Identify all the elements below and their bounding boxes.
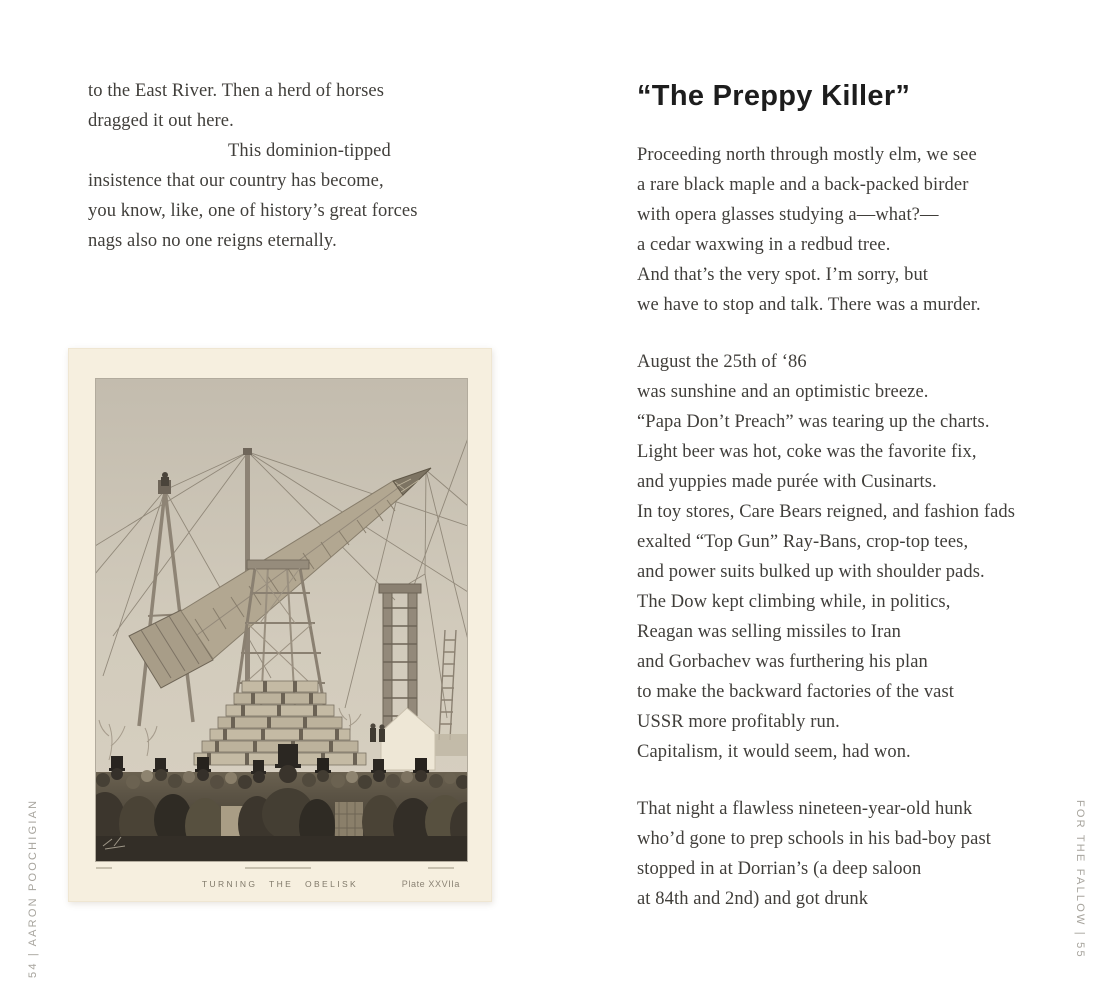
poem-line: nags also no one reigns eternally. <box>88 231 337 251</box>
plate-number-label: Plate XXVIIa <box>401 879 460 889</box>
left-running-footer: 54 | AARON POOCHIGIAN <box>27 798 39 978</box>
poem-line: “Papa Don’t Preach” was tearing up the charts. <box>637 412 990 432</box>
poem-line: And that’s the very spot. I’m sorry, but <box>637 265 929 285</box>
poem-title: “The Preppy Killer” <box>637 80 911 112</box>
poem-line: In toy stores, Care Bears reigned, and fashion fads <box>637 502 1016 522</box>
poem-line: to the East River. Then a herd of horses <box>88 81 384 101</box>
poem-line: insistence that our country has become, <box>88 171 384 191</box>
plate-caption: TURNING THE OBELISK <box>201 879 359 889</box>
poem-line: That night a flawless nineteen-year-old hunk <box>637 799 973 819</box>
poem-line: and yuppies made purée with Cusinarts. <box>637 472 937 492</box>
poem-line: Light beer was hot, coke was the favorite fix, <box>637 442 977 462</box>
stanza <box>637 347 1015 767</box>
obelisk-photo <box>95 378 468 862</box>
poem-line: The Dow kept climbing while, in politics, <box>637 592 951 612</box>
poem-line: USSR more profitably run. <box>637 712 840 732</box>
poem-line: stopped in at Dorrian’s (a deep saloon <box>637 859 922 879</box>
poem-line: a cedar waxwing in a redbud tree. <box>637 235 891 255</box>
obelisk-illustration <box>95 378 468 862</box>
poem-line: exalted “Top Gun” Ray-Bans, crop-top tees, <box>637 532 969 552</box>
poem-line: with opera glasses studying a—what?— <box>637 205 939 225</box>
printer-credit-mark <box>428 867 454 869</box>
poem-line: dragged it out here. <box>88 111 234 131</box>
poem-line: a rare black maple and a back-packed birder <box>637 175 969 195</box>
poem-line: August the 25th of ‘86 <box>637 352 807 372</box>
poem-line: we have to stop and talk. There was a murder. <box>637 295 981 315</box>
obelisk-plate <box>68 348 492 902</box>
stanza <box>637 794 1015 914</box>
right-running-footer: FOR THE FALLOW | 55 <box>1074 800 1086 959</box>
poem-line: at 84th and 2nd) and got drunk <box>637 889 869 909</box>
stanza <box>637 140 1015 320</box>
poem-line: you know, like, one of history’s great forces <box>88 201 418 221</box>
poem-line: was sunshine and an optimistic breeze. <box>637 382 929 402</box>
poem-line: who’d gone to prep schools in his bad-boy past <box>637 829 991 849</box>
poem-line: to make the backward factories of the vast <box>637 682 955 702</box>
poem-line: Proceeding north through mostly elm, we see <box>637 145 977 165</box>
poem-line: Capitalism, it would seem, had won. <box>637 742 911 762</box>
poem-line: This dominion-tipped <box>228 141 391 161</box>
left-page-poem <box>88 76 418 256</box>
poem-line: Reagan was selling missiles to Iran <box>637 622 901 642</box>
copyright-credit-mark <box>245 867 311 869</box>
right-page-poem <box>637 140 1015 941</box>
poem-line: and power suits bulked up with shoulder pads. <box>637 562 985 582</box>
poem-line: and Gorbachev was furthering his plan <box>637 652 928 672</box>
engraver-credit-mark <box>96 867 112 869</box>
